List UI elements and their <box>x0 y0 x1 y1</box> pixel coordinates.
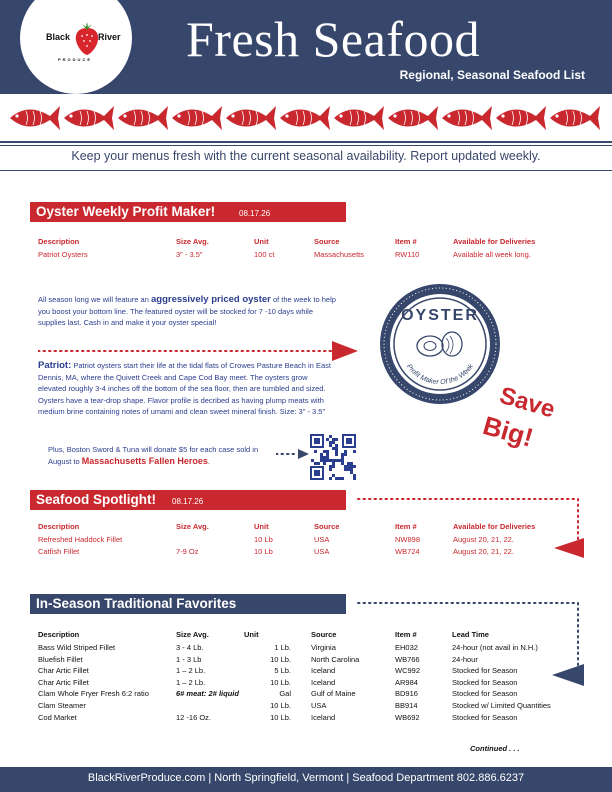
arrow-pointer-icon <box>276 448 310 460</box>
column-header-description: Description <box>38 237 80 246</box>
oyster-intro <box>38 294 336 329</box>
table-cell: 10 Lb. <box>270 654 291 664</box>
table-cell: Char Artic Fillet <box>38 677 89 687</box>
table-cell: Char Artic Fillet <box>38 666 89 676</box>
table-cell: 1 - 3 Lb <box>176 654 202 664</box>
qr-code-icon[interactable] <box>310 434 356 480</box>
table-cell: August 20, 21, 22. <box>453 535 514 544</box>
table-cell: Iceland <box>311 666 336 676</box>
table-cell: Available all week long. <box>453 250 531 259</box>
table-cell: WB692 <box>395 712 420 722</box>
column-header-lead-time: Lead Time <box>452 630 489 639</box>
column-header-source: Source <box>311 630 337 639</box>
column-header-description: Description <box>38 522 80 531</box>
table-cell: BB914 <box>395 701 418 710</box>
arrow-pointer-icon <box>552 537 584 559</box>
fish-icon <box>280 106 330 130</box>
table-cell: 24-hour (not avail in N.H.) <box>452 643 538 652</box>
column-header-source: Source <box>314 237 340 246</box>
favorites-section-bar <box>30 594 346 614</box>
table-cell: August 20, 21, 22. <box>453 547 514 556</box>
table-cell: Bluefish Fillet <box>38 654 83 664</box>
table-cell: Clam Whole Fryer Fresh 6:2 ratio <box>38 689 149 699</box>
oyster-section-bar <box>30 202 346 222</box>
table-cell: 10 Lb. <box>270 701 291 710</box>
donation-note <box>48 444 278 467</box>
table-cell: Refreshed Haddock Fillet <box>38 535 123 544</box>
table-cell: 10 Lb <box>254 535 273 544</box>
table-cell: BD916 <box>395 689 418 699</box>
table-cell: USA <box>311 701 327 710</box>
table-cell: 10 Lb. <box>270 677 291 687</box>
divider <box>0 141 612 143</box>
table-cell: 1 – 2 Lb. <box>176 677 206 687</box>
table-cell: Catfish Fillet <box>38 547 80 556</box>
spotlight-section-date: 08.17.26 <box>172 497 204 506</box>
column-header-item: Item # <box>395 237 417 246</box>
favorites-section-title: In-Season Traditional Favorites <box>36 596 237 611</box>
fish-icon <box>442 106 492 130</box>
table-cell: USA <box>314 547 330 556</box>
column-header-availability: Available for Deliveries <box>453 237 536 246</box>
badge-ring-text: Profit Maker Of the Week <box>405 363 475 387</box>
spotlight-section-title: Seafood Spotlight! <box>36 492 156 507</box>
logo-word-river: River <box>98 32 121 42</box>
table-cell: Gal <box>279 689 291 699</box>
table-cell: 12 -16 Oz. <box>176 712 212 722</box>
fish-icon-row <box>0 98 612 138</box>
column-header-unit: Unit <box>254 237 269 246</box>
intro-text: All season long we will feature an <box>38 295 151 304</box>
save-text: Save <box>496 382 558 424</box>
fish-icon <box>550 106 600 130</box>
table-cell: Stocked for Season <box>452 666 518 676</box>
fish-icon <box>334 106 384 130</box>
fish-icon <box>226 106 276 130</box>
table-cell: USA <box>314 535 330 544</box>
table-cell: Gulf of Maine <box>311 689 356 699</box>
table-cell: Stocked for Season <box>452 689 518 699</box>
column-header-size: Size Avg. <box>176 237 209 246</box>
continued-note: Continued . . . <box>470 744 520 753</box>
badge-title: OYSTER <box>401 307 479 324</box>
table-cell: WC992 <box>395 666 421 676</box>
column-header-size: Size Avg. <box>176 522 209 531</box>
column-header-availability: Available for Deliveries <box>453 522 536 531</box>
table-cell: Stocked for Season <box>452 712 518 722</box>
table-cell: Clam Steamer <box>38 701 86 710</box>
column-header-unit: Unit <box>244 630 259 639</box>
table-cell: AR984 <box>395 677 418 687</box>
table-cell: Virginia <box>311 643 336 652</box>
patriot-label: Patriot: <box>38 360 72 371</box>
table-cell: 10 Lb <box>254 547 273 556</box>
table-cell: WB766 <box>395 654 420 664</box>
donation-text: . <box>207 456 210 466</box>
divider <box>0 170 612 171</box>
table-cell: Iceland <box>311 712 336 722</box>
fish-icon <box>172 106 222 130</box>
table-cell: 24-hour <box>452 654 478 664</box>
table-cell: 1 Lb. <box>274 643 291 652</box>
table-cell: North Carolina <box>311 654 360 664</box>
table-cell: Stocked w/ Limited Quantities <box>452 701 551 710</box>
table-cell: 3" - 3.5" <box>176 250 203 259</box>
table-cell: Patriot Oysters <box>38 250 88 259</box>
tagline: Keep your menus fresh with the current seasonal availability. Report updated weekly. <box>71 149 541 163</box>
column-header-item: Item # <box>395 522 417 531</box>
table-cell: 10 Lb. <box>270 712 291 722</box>
intro-text: of the week to help you boost your bottom line. The featured oyster will be stocked for 7 -10 days while supplies last. Cash in and make it your oyster special! <box>38 295 336 327</box>
table-cell: EH032 <box>395 643 418 652</box>
oyster-section-date: 08.17.26 <box>239 209 271 218</box>
logo-subtext: PRODUCE <box>58 57 93 62</box>
column-header-size: Size Avg. <box>176 630 209 639</box>
table-cell: Iceland <box>311 677 336 687</box>
strawberry-icon <box>74 22 100 56</box>
intro-highlight: aggressively priced oyster <box>150 294 271 305</box>
table-cell: 5 Lb. <box>274 666 291 676</box>
table-cell: Bass Wild Striped Fillet <box>38 643 116 652</box>
big-text: Big! <box>479 410 537 453</box>
table-cell: Stocked for Season <box>452 677 518 687</box>
oyster-badge <box>378 282 502 406</box>
table-cell: 3 - 4 Lb. <box>176 643 204 652</box>
patriot-body: Patriot oysters start their life at the tidal flats of Crowes Pasture Beach in East Dennis, MA, where the Quivett Creek and Cape Cod Bay meet. The oysters grow elevated roughly 3-4 inches off the bottom of the sea floor, then are tumbled and sized. Oysters have a tear-drop shape. Flavor profile is decribed as having plump meats with medium brine containing notes of umami and clean sweet mineral finish. Size: 3" - 3.5" <box>38 361 331 416</box>
fish-icon <box>388 106 438 130</box>
table-cell: NW898 <box>395 535 421 544</box>
footer-text[interactable]: BlackRiverProduce.com | North Springfield, Vermont | Seafood Department 802.886.6237 <box>87 772 525 784</box>
fish-icon <box>64 106 114 130</box>
logo-word-black: Black <box>46 32 71 42</box>
table-cell: Massachusetts <box>314 250 365 259</box>
donation-text: Plus, Boston Sword & Tuna will donate $5 for each case sold in August to <box>48 445 259 466</box>
fish-icon <box>118 106 168 130</box>
table-cell: RW110 <box>395 250 420 259</box>
table-cell: 100 ct <box>254 250 275 259</box>
table-cell: 7-9 Oz <box>176 547 199 556</box>
page-title: Fresh Seafood <box>186 11 480 67</box>
fish-icon <box>10 106 60 130</box>
table-cell: Cod Market <box>38 712 77 722</box>
column-header-unit: Unit <box>254 522 269 531</box>
patriot-description <box>38 360 336 418</box>
column-header-item: Item # <box>395 630 417 639</box>
table-cell: 1 – 2 Lb. <box>176 666 206 676</box>
donation-charity: Massachusetts Fallen Heroes <box>81 455 208 466</box>
arrow-pointer-icon <box>38 340 360 362</box>
column-header-description: Description <box>38 630 80 639</box>
divider <box>0 145 612 146</box>
column-header-source: Source <box>314 522 340 531</box>
spotlight-section-bar <box>30 490 346 510</box>
page-subtitle: Regional, Seasonal Seafood List <box>399 68 585 82</box>
arrow-pointer-icon <box>550 663 584 687</box>
fish-icon <box>496 106 546 130</box>
oyster-section-title: Oyster Weekly Profit Maker! <box>36 204 216 219</box>
table-cell: 6# meat: 2# liquid <box>176 689 239 699</box>
table-cell: WB724 <box>395 547 420 556</box>
